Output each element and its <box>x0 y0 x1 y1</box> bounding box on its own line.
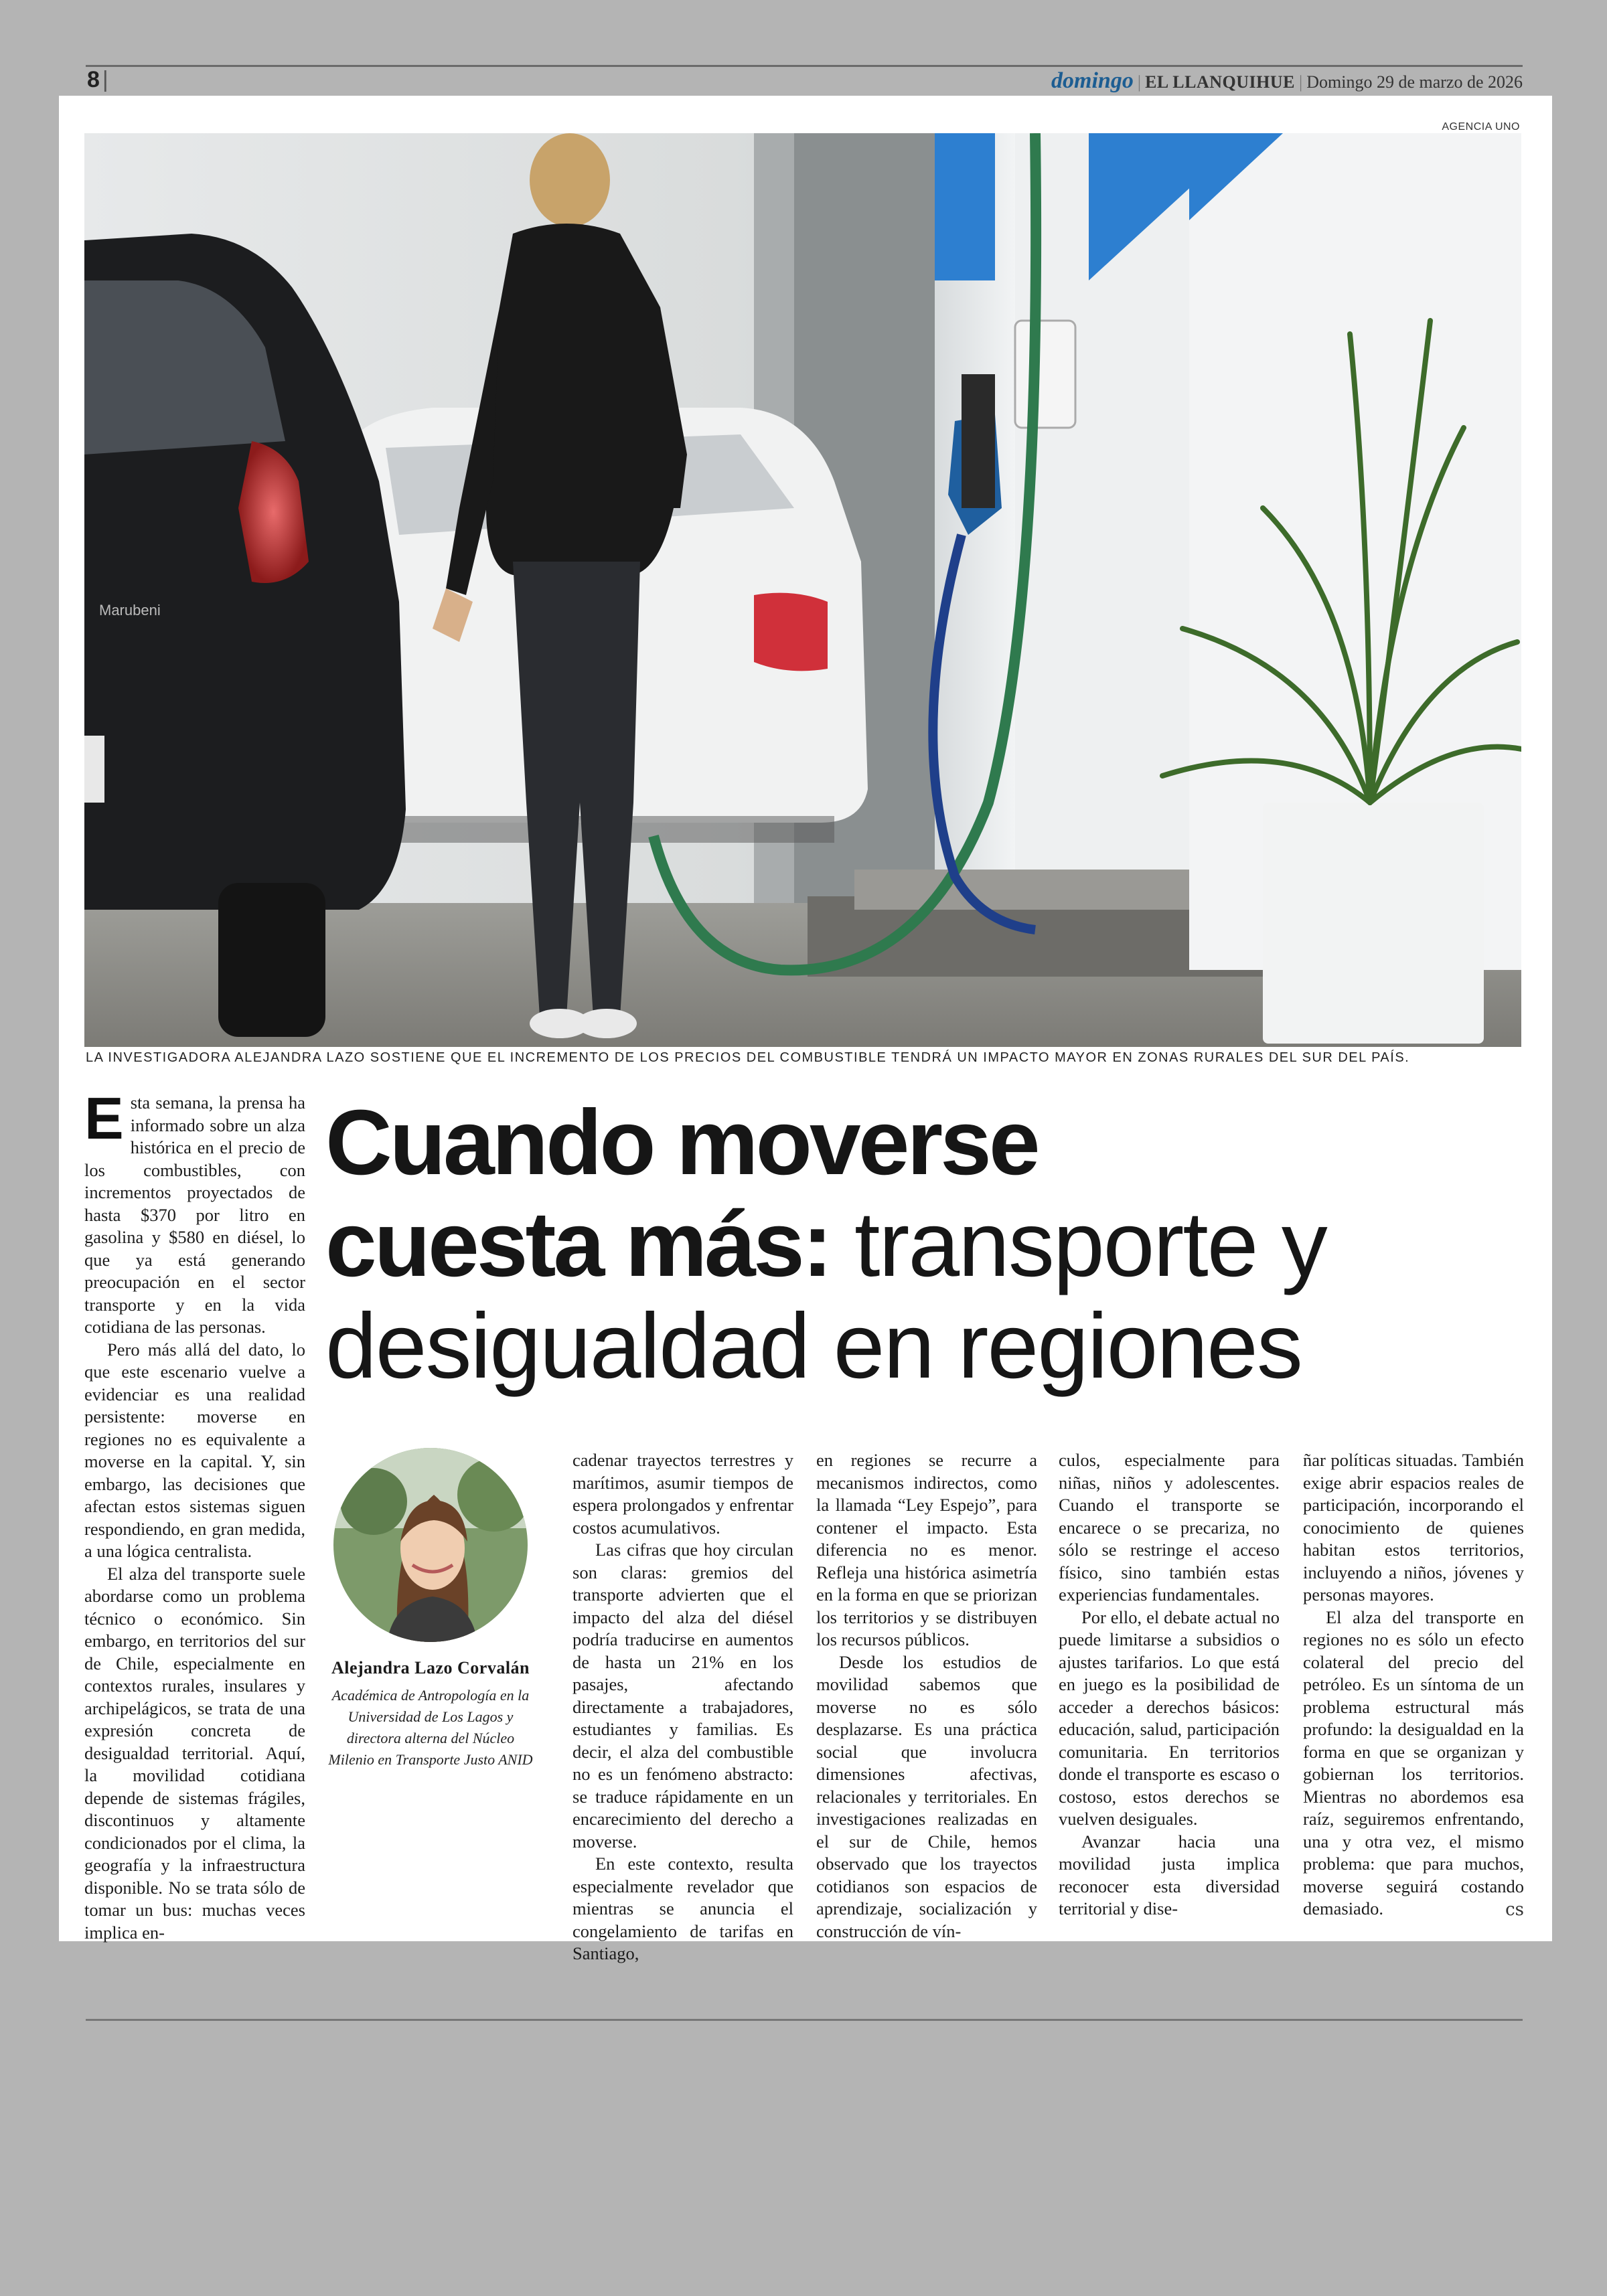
top-rule <box>86 65 1523 67</box>
paragraph: El alza del transporte en regiones no es sólo un efecto colateral del precio del petróleo. Es un síntoma de un problema estructural más profundo: la desigualdad en la forma en que se organizan y gobiernan los territorios. Mientras no abordemos esa raíz, seguiremos enfrentando, una y otra vez, el mismo problema: que para muchos, moverse seguirá costando demasiado. cs <box>1303 1607 1524 1920</box>
car-badge: Marubeni <box>99 602 161 619</box>
photo-credit: AGENCIA UNO <box>1442 121 1520 133</box>
article-column-4 <box>1059 1449 1280 1920</box>
author-box <box>323 1448 538 1771</box>
article-column-2 <box>572 1449 793 1965</box>
author-portrait <box>333 1448 528 1642</box>
headline-line-3: desigualdad en regiones <box>325 1295 1302 1398</box>
article-column-5 <box>1303 1449 1524 1922</box>
article-column-3 <box>816 1449 1037 1943</box>
paragraph: El alza del transporte suele abordarse como un problema técnico o económico. Sin embargo, en territorios del sur de Chile, especialmente en contextos rurales, insulares y archipelágicos, se trata de una expresión concreta de desigualdad territorial. Aquí, la movilidad cotidiana depende de sistemas frágiles, discontinuos y altamente condicionados por el clima, la geografía y la infraestructura disponible. No se trata sólo de tomar un bus: muchas veces implica en- <box>84 1563 305 1943</box>
paragraph: En este contexto, resulta especialmente revelador que mientras se anuncia el congelamiento de tarifas en Santiago, <box>572 1854 793 1963</box>
section-brand: domingo <box>1051 68 1134 93</box>
gas-station-photo <box>84 133 1521 1047</box>
paragraph: Por ello, el debate actual no puede limitarse a subsidios o ajustes tarifarios. Lo que está en juego es la posibilidad de acceder a derechos básicos: educación, salud, participación comunitaria. En territorios donde el transporte es escaso o costoso, estos derechos se vuelven desiguales. <box>1059 1607 1280 1829</box>
drop-cap: E <box>84 1085 124 1151</box>
newspaper-page <box>59 96 1552 1963</box>
photo-caption: LA INVESTIGADORA ALEJANDRA LAZO SOSTIENE QUE EL INCREMENTO DE LOS PRECIOS DEL COMBUSTIBLE TENDRÁ UN IMPACTO MAYOR EN ZONAS RURALES DEL SUR DEL PAÍS. <box>86 1050 1410 1065</box>
newspaper-name: EL LLANQUIHUE <box>1145 72 1296 92</box>
headline-line-2: cuesta más: transporte y <box>325 1193 1326 1296</box>
paragraph: en regiones se recurre a mecanismos indirectos, como la llamada “Ley Espejo”, para contener el impacto. Esta diferencia no es menor. Refleja una histórica asimetría en la forma en que se priorizan los territorios y se distribuyen los recursos públicos. <box>816 1450 1037 1649</box>
author-role: Académica de Antropología en la Universidad de Los Lagos y directora alterna del Núcleo Milenio en Transporte Justo ANID <box>328 1687 533 1768</box>
paragraph: culos, especialmente para niñas, niños y adolescentes. Cuando el transporte se encarece o se precariza, no sólo se restringe el acceso físico, sino también estas experiencias fundamentales. <box>1059 1450 1280 1605</box>
paragraph: ñar políticas situadas. También exige abrir espacios reales de participación, incorporando el conocimiento de quienes habitan estos territorios, incluyendo a niños, jóvenes y personas mayores. <box>1303 1450 1524 1605</box>
bottom-rule <box>86 2019 1523 2021</box>
paragraph: Las cifras que hoy circulan son claras: gremios del transporte advierten que el impacto del alza del diésel podría traducirse en aumentos de hasta un 21% en los pasajes, afectando directamente a trabajadores, estudiantes y familias. Es decir, el alza del combustible no es un fenómeno abstracto: se traduce rápidamente en un encarecimiento del derecho a moverse. <box>572 1540 793 1852</box>
masthead: domingo | EL LLANQUIHUE | Domingo 29 de marzo de 2026 <box>1051 68 1523 93</box>
article-column-1 <box>84 1085 305 1944</box>
lead-paragraph: Esta semana, la prensa ha informado sobre un alza histórica en el precio de los combustibles, con incrementos proyectados de hasta $370 por litro en gasolina y $580 en diésel, lo que ya está generando preocupación en el sector transporte y en la vida cotidiana de las personas. <box>84 1085 305 1337</box>
lead-photo <box>84 133 1521 1047</box>
end-mark: cs <box>1505 1900 1524 1920</box>
page-number: 8 | <box>87 67 108 92</box>
paragraph: Desde los estudios de movilidad sabemos que moverse no es sólo desplazarse. Es una práctica social que involucra dimensiones afectivas, relacionales y territoriales. En investigaciones realizadas en el sur de Chile, hemos observado que los trayectos cotidianos son espacios de aprendizaje, socialización y construcción de vín- <box>816 1651 1037 1941</box>
paragraph: Avanzar hacia una movilidad justa implica reconocer esta diversidad territorial y dise- <box>1059 1831 1280 1918</box>
paragraph: cadenar trayectos terrestres y marítimos, asumir tiempos de espera prolongados y enfrentar costos acumulativos. <box>572 1450 793 1538</box>
headline <box>325 1092 1544 1397</box>
author-name: Alejandra Lazo Corvalán <box>331 1658 530 1677</box>
paragraph: Pero más allá del dato, lo que este escenario vuelve a evidenciar es una realidad persistente: moverse en regiones no es equivalente a moverse en la capital. Y, sin embargo, las decisiones que afectan estos sistemas siguen respondiendo, en gran medida, a una lógica centralista. <box>84 1339 305 1561</box>
issue-date: Domingo 29 de marzo de 2026 <box>1306 72 1523 92</box>
headline-line-1: Cuando moverse <box>325 1091 1038 1194</box>
author-photo <box>333 1448 528 1642</box>
